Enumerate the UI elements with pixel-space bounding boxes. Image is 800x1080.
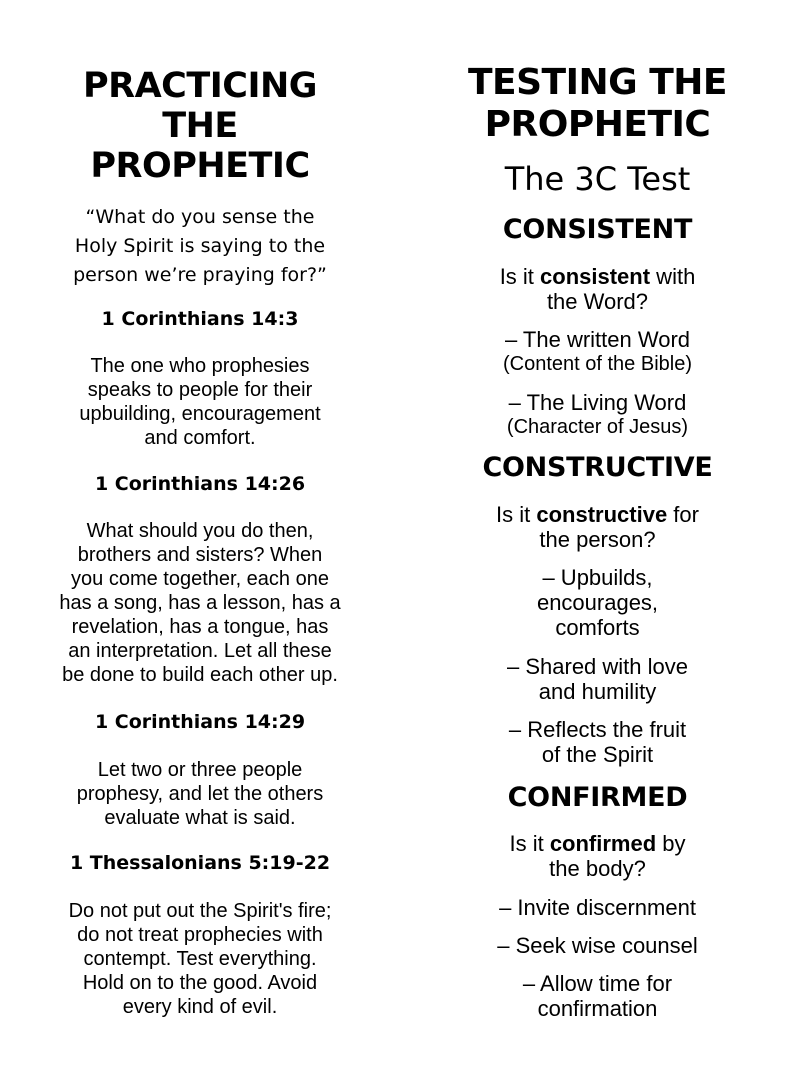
practicing-title bbox=[50, 66, 350, 186]
title-line: PRACTICING bbox=[82, 66, 317, 106]
verse-reference: 1 Corinthians 14:26 bbox=[94, 473, 306, 495]
section-heading-consistent: CONSISTENT bbox=[502, 214, 693, 245]
section-heading-constructive: CONSTRUCTIVE bbox=[482, 452, 713, 483]
verse-reference: 1 Thessalonians 5:19-22 bbox=[69, 852, 331, 874]
list-item: – Invite discernment bbox=[499, 895, 696, 920]
section-question: Is it consistent with the Word? bbox=[499, 264, 696, 314]
testing-title bbox=[445, 62, 750, 146]
section-heading-confirmed: CONFIRMED bbox=[507, 782, 688, 813]
list-item: – Shared with love and humility bbox=[507, 654, 688, 704]
verse-text: What should you do then, brothers and sisters? When you come together, each one has a song, has a lesson, has a revelation, has a tongue, has an interpretation. Let all these be done to build each other up. bbox=[59, 520, 341, 686]
list-item: – The written Word (Content of the Bible) bbox=[503, 327, 692, 375]
list-item: – Upbuilds, encourages, comforts bbox=[536, 565, 659, 640]
list-item: – Reflects the fruit of the Spirit bbox=[508, 717, 687, 767]
verse-reference: 1 Corinthians 14:29 bbox=[94, 711, 306, 733]
section-question: Is it confirmed by the body? bbox=[509, 831, 686, 881]
verse-text: The one who prophesies speaks to people for their upbuilding, encouragement and comfort. bbox=[79, 355, 321, 449]
title-line: PROPHETIC bbox=[90, 146, 310, 186]
list-item: – The Living Word (Character of Jesus) bbox=[506, 390, 689, 438]
verse-reference: 1 Corinthians 14:3 bbox=[101, 308, 299, 330]
subtitle: The 3C Test bbox=[504, 160, 691, 198]
title-line: TESTING THE bbox=[467, 62, 727, 103]
verse-text: Let two or three people prophesy, and let the others evaluate what is said. bbox=[76, 759, 324, 829]
title-line: PROPHETIC bbox=[484, 104, 711, 145]
title-line: THE bbox=[162, 106, 238, 146]
prompt-quote: “What do you sense the Holy Spirit is saying to the person we’re praying for?” bbox=[73, 206, 327, 286]
section-question: Is it constructive for the person? bbox=[496, 502, 699, 552]
list-item: – Seek wise counsel bbox=[497, 933, 698, 958]
list-item: – Allow time for confirmation bbox=[522, 971, 673, 1021]
verse-text: Do not put out the Spirit's fire; do not treat prophecies with contempt. Test everything. Hold on to the good. Avoid every kind of evil. bbox=[68, 900, 332, 1018]
